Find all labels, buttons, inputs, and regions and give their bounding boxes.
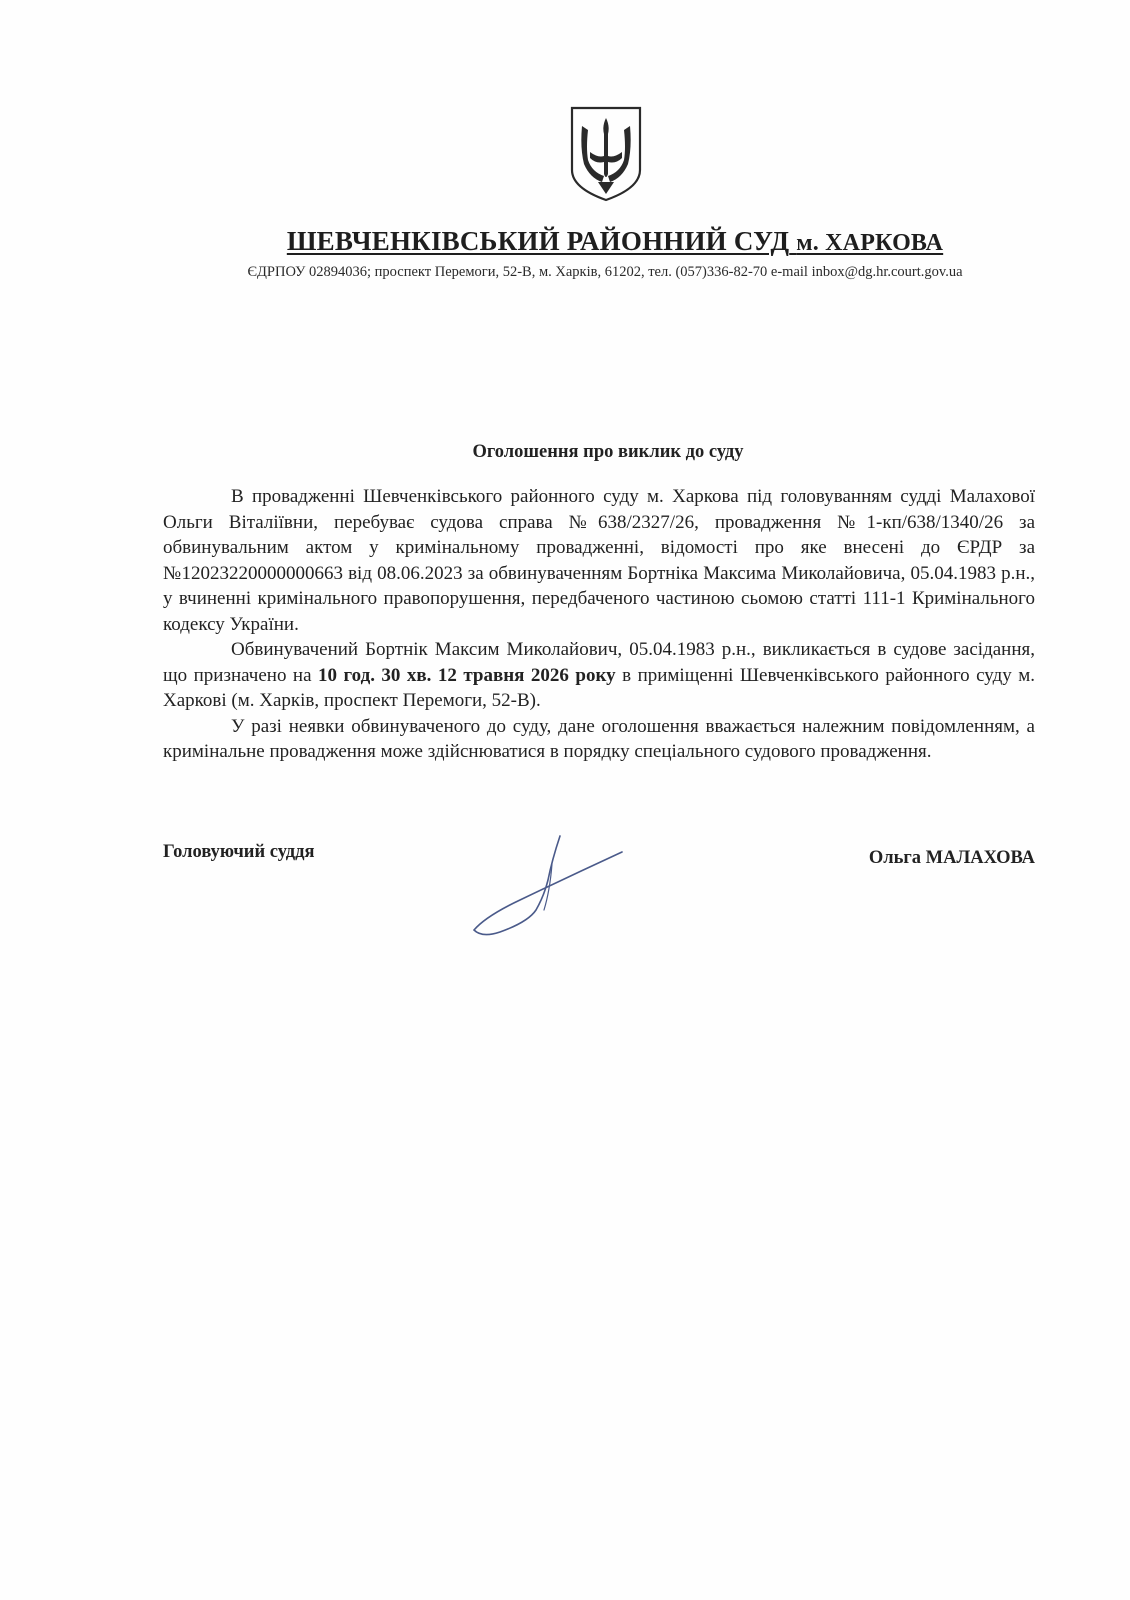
document-title: Оголошення про виклик до суду xyxy=(472,442,744,462)
judge-signature xyxy=(460,830,640,940)
paragraph-case-info: В провадженні Шевченківського районного суду м. Харкова під головуванням судді Малахової Ольги Віталіївни, перебуває судова справа №638/2327/26, провадження №1-кп/638/1340/26 за обвинувальним актом у кримінальному провадженні, відомості про яке внесені до ЄРДР за №12023220000000663 від 08.06.2023 за обвинуваченням Бортніка Максима Миколайовича, 05.04.1983 р.н., у вчиненні кримінального правопорушення, передбаченого частиною сьомою статті 111-1 Кримінального кодексу України. xyxy=(163,486,1035,635)
document-body xyxy=(163,484,1035,765)
judge-position: Головуючий суддя xyxy=(163,842,315,862)
court-requisites: ЄДРПОУ 02894036; проспект Перемоги, 52-В, м. Харків, 61202, тел. (057)336-82-70 e-mail inbox@dg.hr.court.gov.ua xyxy=(247,264,963,280)
coat-of-arms-icon xyxy=(568,104,644,204)
summons-text-start: Обвинувачений Бортнік Максим Миколайович, 05.04.1983 р.н., викликається в судове засідання, що призначено на xyxy=(163,639,1035,686)
court-name-city: м. ХАРКОВА xyxy=(796,230,944,256)
court-name-main: ШЕВЧЕНКІВСЬКИЙ РАЙОННИЙ СУД xyxy=(286,226,790,256)
paragraph-summons xyxy=(163,637,1035,714)
paragraph-nonappearance: У разі неявки обвинуваченого до суду, дане оголошення вважається належним повідомленням, а кримінальне провадження може здійснюватися в порядку спеціального судового провадження. xyxy=(163,715,1035,762)
court-name-heading xyxy=(0,226,1130,257)
summons-text-end: в приміщенні Шевченківського районного суду м. Харкові (м. Харків, проспект Перемоги, 52-В). xyxy=(163,664,1036,711)
hearing-datetime: 10 год. 30 хв. 12 травня 2026 року xyxy=(318,664,616,686)
judge-name: Ольга МАЛАХОВА xyxy=(868,848,1035,868)
